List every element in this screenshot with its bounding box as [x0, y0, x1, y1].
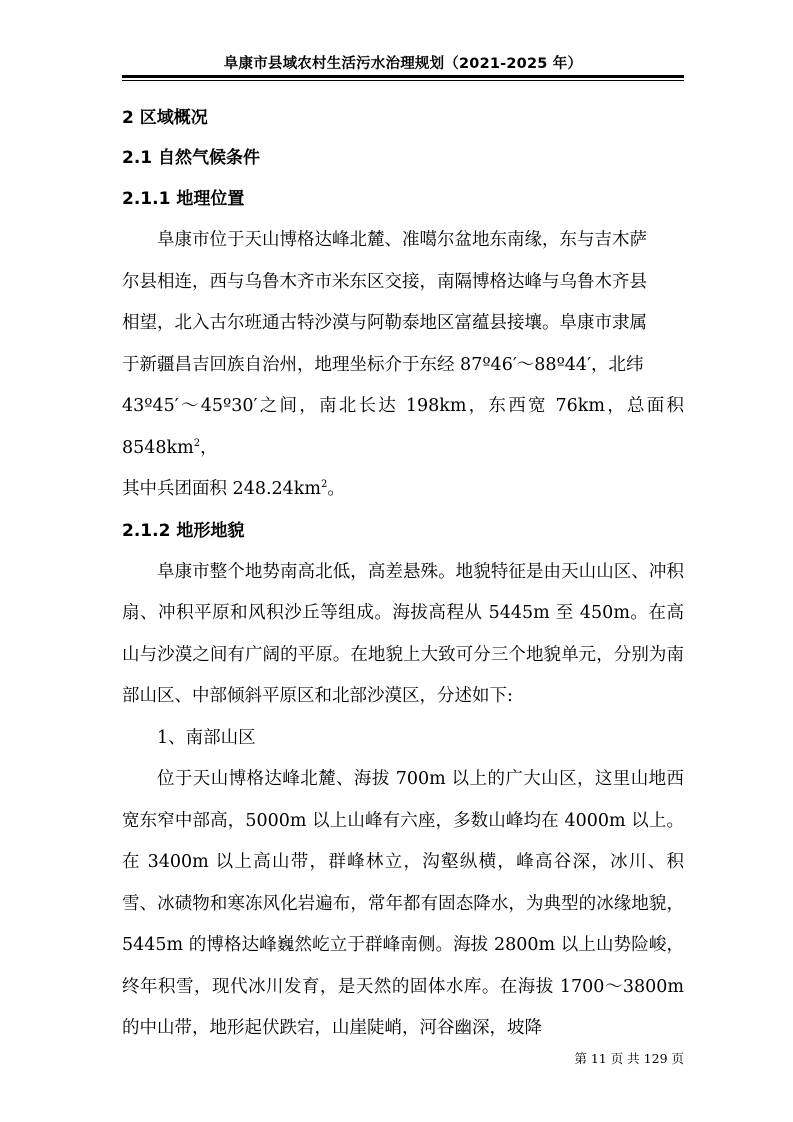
area-text: 43º45′～45º30′之间，南北长达 198km，东西宽 76km，总面积 8548km — [122, 396, 684, 458]
paragraph-location-line-6 — [122, 469, 684, 511]
section-heading-2-1: 2.1 自然气候条件 — [122, 148, 261, 168]
document-body — [122, 98, 684, 1050]
running-header: 阜康市县域农村生活污水治理规划（2021-2025 年） — [223, 56, 583, 72]
paragraph-terrain: 阜康市整个地势南高北低，高差悬殊。地貌特征是由天山山区、冲积扇、冲积平原和风积沙丘等组成。海拔高程从 5445m 至 450m。在高山与沙漠之间有广阔的平原。在地貌上大致可分三个地貌单元，分别为南部山区、中部倾斜平原区和北部沙漠区，分述如下: — [122, 561, 684, 706]
section-heading-2-1-2: 2.1.2 地形地貌 — [122, 520, 245, 541]
paragraph-southern-mountains: 位于天山博格达峰北麓、海拔 700m 以上的广大山区，这里山地西宽东窄中部高，5000m 以上山峰有六座，多数山峰均在 4000m 以上。在 3400m 以上高山带，群峰林立，沟壑纵横，峰高谷深，冰川、积雪、冰碛物和寒冻风化岩遍布，常年都有固态降水，为典型的冰缘地貌，5445m 的博格达峰巍然屹立于群峰南侧。海拔 2800m 以上山势险峻，终年积雪，现代冰川发育，是天然的固体水库。在海拔 1700～3800m 的中山带，地形起伏跌宕，山崖陡峭，河谷幽深，坡降 — [122, 769, 684, 1038]
list-item-southern-mountains: 1、南部山区 — [157, 727, 256, 748]
corps-area-text: 其中兵团面积 248.24km — [122, 479, 321, 499]
paragraph-location-line-2: 尔县相连，西与乌鲁木齐市米东区交接，南隔博格达峰与乌鲁木齐县 — [122, 271, 647, 292]
header-rule-thin — [122, 80, 684, 81]
section-heading-2-1-1: 2.1.1 地理位置 — [122, 189, 245, 209]
paragraph-location-line-4: 于新疆昌吉回族自治州，地理坐标介于东经 87º46′～88º44′，北纬 — [122, 354, 644, 375]
header-rule-thick — [122, 75, 684, 78]
paragraph-location-line-1: 阜康市位于天山博格达峰北麓、准噶尔盆地东南缘，东与吉木萨 — [157, 230, 647, 250]
paragraph-location-line-5 — [122, 386, 684, 469]
paragraph-location-line-3: 相望，北入古尔班通古特沙漠与阿勒泰地区富蕴县接壤。阜康市隶属 — [122, 313, 647, 333]
section-heading-2: 2 区域概况 — [122, 108, 208, 128]
punctuation: 。 — [327, 479, 345, 499]
punctuation: ， — [200, 437, 218, 458]
page-number: 第 11 页 共 129 页 — [574, 1051, 684, 1066]
superscript: 2 — [193, 437, 201, 449]
superscript: 2 — [321, 479, 328, 491]
